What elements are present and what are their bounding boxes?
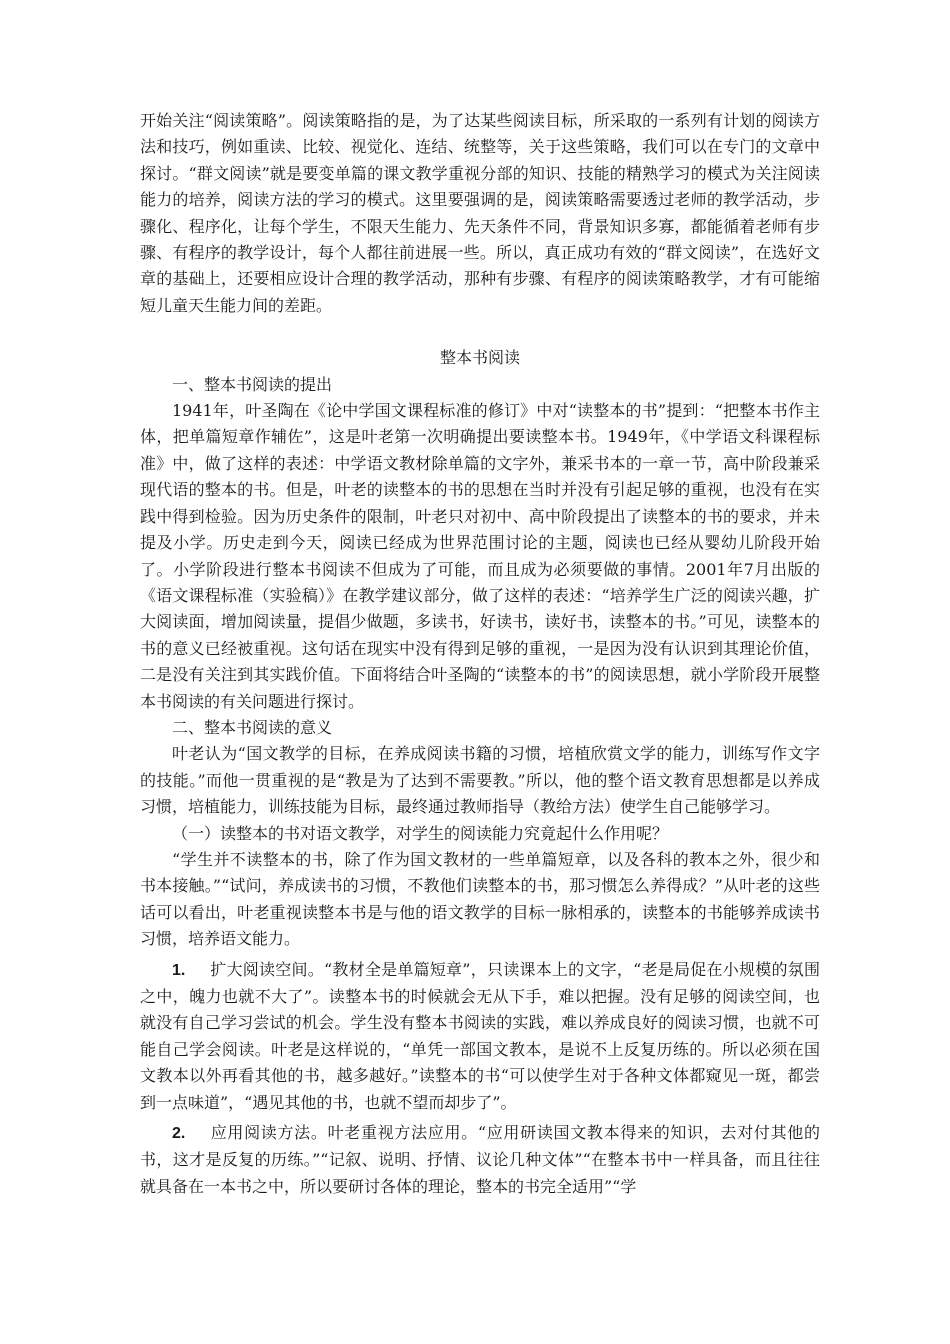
subheading-1: （一）读整本的书对语文教学，对学生的阅读能力究竟起什么作用呢？ bbox=[172, 823, 669, 843]
list-item bbox=[140, 1120, 820, 1200]
list-item-text: 应用阅读方法。叶老重视方法应用。“应用研读国文教本得来的知识，去对付其他的书，这才是反复的历练。”“记叙、说明、抒情、议论几种文体”“在整本书中一样具备，而且往往就具备在一本书之中，所以要研讨各体的理论，整本的书完全适用”“学 bbox=[140, 1123, 820, 1196]
document-page bbox=[140, 108, 820, 1200]
paragraph-1: 1941年，叶圣陶在《论中学国文课程标准的修订》中对“读整本的书”提到：“把整本书作主体，把单篇短章作辅佐”，这是叶老第一次明确提出要读整本书。1949年，《中学语文科课程标准》中，做了这样的表述：中学语文教材除单篇的文字外，兼采书本的一章一节，高中阶段兼采现代语的整本的书。但是，叶老的读整本的书的思想在当时并没有引起足够的重视，也没有在实践中得到检验。因为历史条件的限制，叶老只对初中、高中阶段提出了读整本的书的要求，并未提及小学。历史走到今天，阅读已经成为世界范围讨论的主题，阅读也已经从婴幼儿阶段开始了。小学阶段进行整本书阅读不但成为了可能，而且成为必须要做的事情。2001年7月出版的《语文课程标准（实验稿）》在教学建议部分，做了这样的表述：“培养学生广泛的阅读兴趣，扩大阅读面，增加阅读量，提倡少做题，多读书，好读书，读好书，读整本的书。”可见，读整本的书的意义已经被重视。这句话在现实中没有得到足够的重视，一是因为没有认识到其理论价值，二是没有关注到其实践价值。下面将结合叶圣陶的“读整本的书”的阅读思想，就小学阶段开展整本书阅读的有关问题进行探讨。 bbox=[140, 401, 820, 711]
section-title: 整本书阅读 bbox=[439, 348, 520, 368]
paragraph-3: “学生并不读整本的书，除了作为国文教材的一些单篇短章，以及各科的教本之外，很少和书本接触。”“试问，养成读书的习惯，不教他们读整本的书，那习惯怎么养得成？”从叶老的这些话可以看出，叶老重视读整本书是与他的语文教学的目标一脉相承的，读整本的书能够养成读书习惯，培养语文能力。 bbox=[140, 849, 820, 949]
list-item-text: 扩大阅读空间。“教材全是单篇短章”，只读课本上的文字，“老是局促在小规模的氛围之中，魄力也就不大了”。读整本书的时候就会无从下手，难以把握。没有足够的阅读空间，也就没有自己学习尝试的机会。学生没有整本书阅读的实践，难以养成良好的阅读习惯，也就不可能自己学会阅读。叶老是这样说的，“单凭一部国文教本，是说不上反复历练的。所以必须在国文教本以外再看其他的书，越多越好。”读整本的书“可以使学生对于各种文体都窥见一斑，都尝到一点味道”，“遇见其他的书，也就不望而却步了”。 bbox=[140, 959, 820, 1112]
paragraph-2: 叶老认为“国文教学的目标，在养成阅读书籍的习惯，培植欣赏文学的能力，训练写作文字的技能。”而他一贯重视的是“教是为了达到不需要教。”所以，他的整个语文教育思想都是以养成习惯，培植能力，训练技能为目标，最终通过教师指导（教给方法）使学生自己能够学习。 bbox=[140, 744, 820, 817]
heading-1: 一、整本书阅读的提出 bbox=[172, 374, 333, 394]
intro-paragraph: 开始关注“阅读策略”。阅读策略指的是，为了达某些阅读目标，所采取的一系列有计划的阅读方法和技巧，例如重读、比较、视觉化、连结、统整等，关于这些策略，我们可以在专门的文章中探讨。“群文阅读”就是要变单篇的课文教学重视分部的知识、技能的精熟学习的模式为关注阅读能力的培养，阅读方法的学习的模式。这里要强调的是，阅读策略需要透过老师的教学活动，步骤化、程序化，让每个学生，不限天生能力、先天条件不同，背景知识多寡，都能循着老师有步骤、有程序的教学设计，每个人都往前进展一些。所以，真正成功有效的“群文阅读”，在选好文章的基础上，还要相应设计合理的教学活动，那种有步骤、有程序的阅读策略教学，才有可能缩短儿童天生能力间的差距。 bbox=[140, 111, 820, 315]
list-number: 2. bbox=[172, 1125, 186, 1143]
list-number: 1. bbox=[172, 961, 186, 979]
list-item bbox=[140, 957, 820, 1116]
heading-2: 二、整本书阅读的意义 bbox=[172, 717, 333, 737]
